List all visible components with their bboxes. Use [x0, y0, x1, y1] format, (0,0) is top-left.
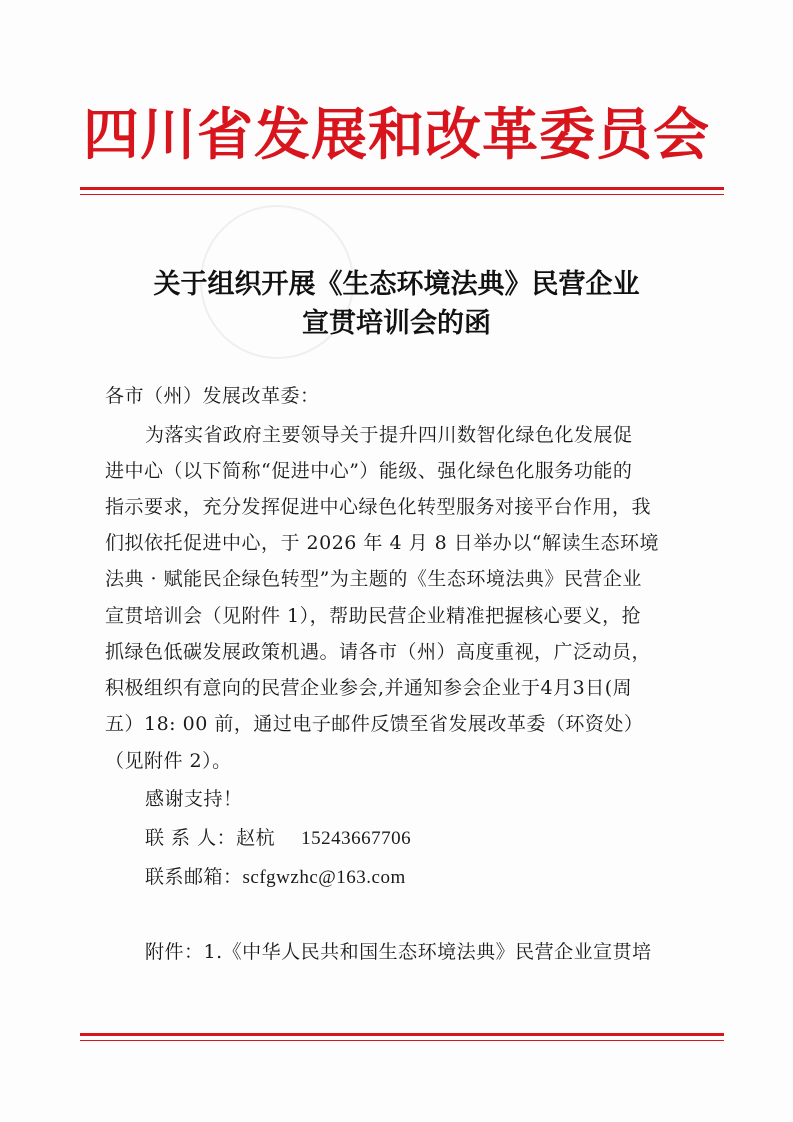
letterhead-red-rule — [80, 187, 724, 190]
attachment-item-1: 1.《中华人民共和国生态环境法典》民营企业宣贯培 — [203, 941, 652, 963]
attachment-row — [145, 937, 652, 967]
footer-red-rule-thin — [80, 1040, 724, 1041]
letterhead-red-rule-thin — [80, 194, 724, 195]
body-line: 法典 · 赋能民企绿色转型”为主题的《生态环境法典》民营企业 — [105, 568, 642, 590]
footer-red-rule — [80, 1033, 724, 1036]
salutation: 各市（州）发展改革委： — [105, 385, 320, 407]
body-line: 宣贯培训会（见附件 1），帮助民营企业精准把握核心要义，抢 — [105, 605, 642, 627]
contact-email: scfgwzhc@163.com — [242, 867, 406, 888]
body-line: 抓绿色低碳发展政策机遇。请各市（州）高度重视，广泛动员， — [105, 641, 652, 663]
body-line: 指示要求，充分发挥促进中心绿色化转型服务对接平台作用，我 — [105, 496, 652, 518]
document-title-line-2: 宣贯培训会的函 — [302, 308, 491, 339]
contact-person-label: 联 系 人： — [145, 827, 237, 849]
body-line: 们拟依托促进中心，于 2026 年 4 月 8 日举办以“解读生态环境 — [105, 532, 659, 554]
body-line: 进中心（以下简称“促进中心”）能级、强化绿色化服务功能的 — [105, 460, 633, 482]
contact-email-label: 联系邮箱： — [145, 866, 243, 888]
body-line: 五）18: 00 前，通过电子邮件反馈至省发展改革委（环资处） — [105, 713, 644, 735]
contact-person-row — [145, 823, 411, 854]
letterhead-org-name: 四川省发展和改革委员会 — [83, 102, 710, 168]
contact-email-row — [145, 862, 406, 893]
body-line: （见附件 2）。 — [105, 750, 232, 772]
body-line: 为落实省政府主要领导关于提升四川数智化绿色化发展促 — [145, 424, 633, 446]
contact-person-name: 赵杭 — [236, 827, 276, 849]
document-title-line-1: 关于组织开展《生态环境法典》民营企业 — [153, 269, 640, 300]
body-line: 积极组织有意向的民营企业参会,并通知参会企业于4月3日(周 — [105, 677, 633, 699]
thanks-text: 感谢支持！ — [145, 788, 243, 810]
attachment-label: 附件： — [145, 941, 204, 963]
contact-phone: 15243667706 — [301, 828, 412, 849]
